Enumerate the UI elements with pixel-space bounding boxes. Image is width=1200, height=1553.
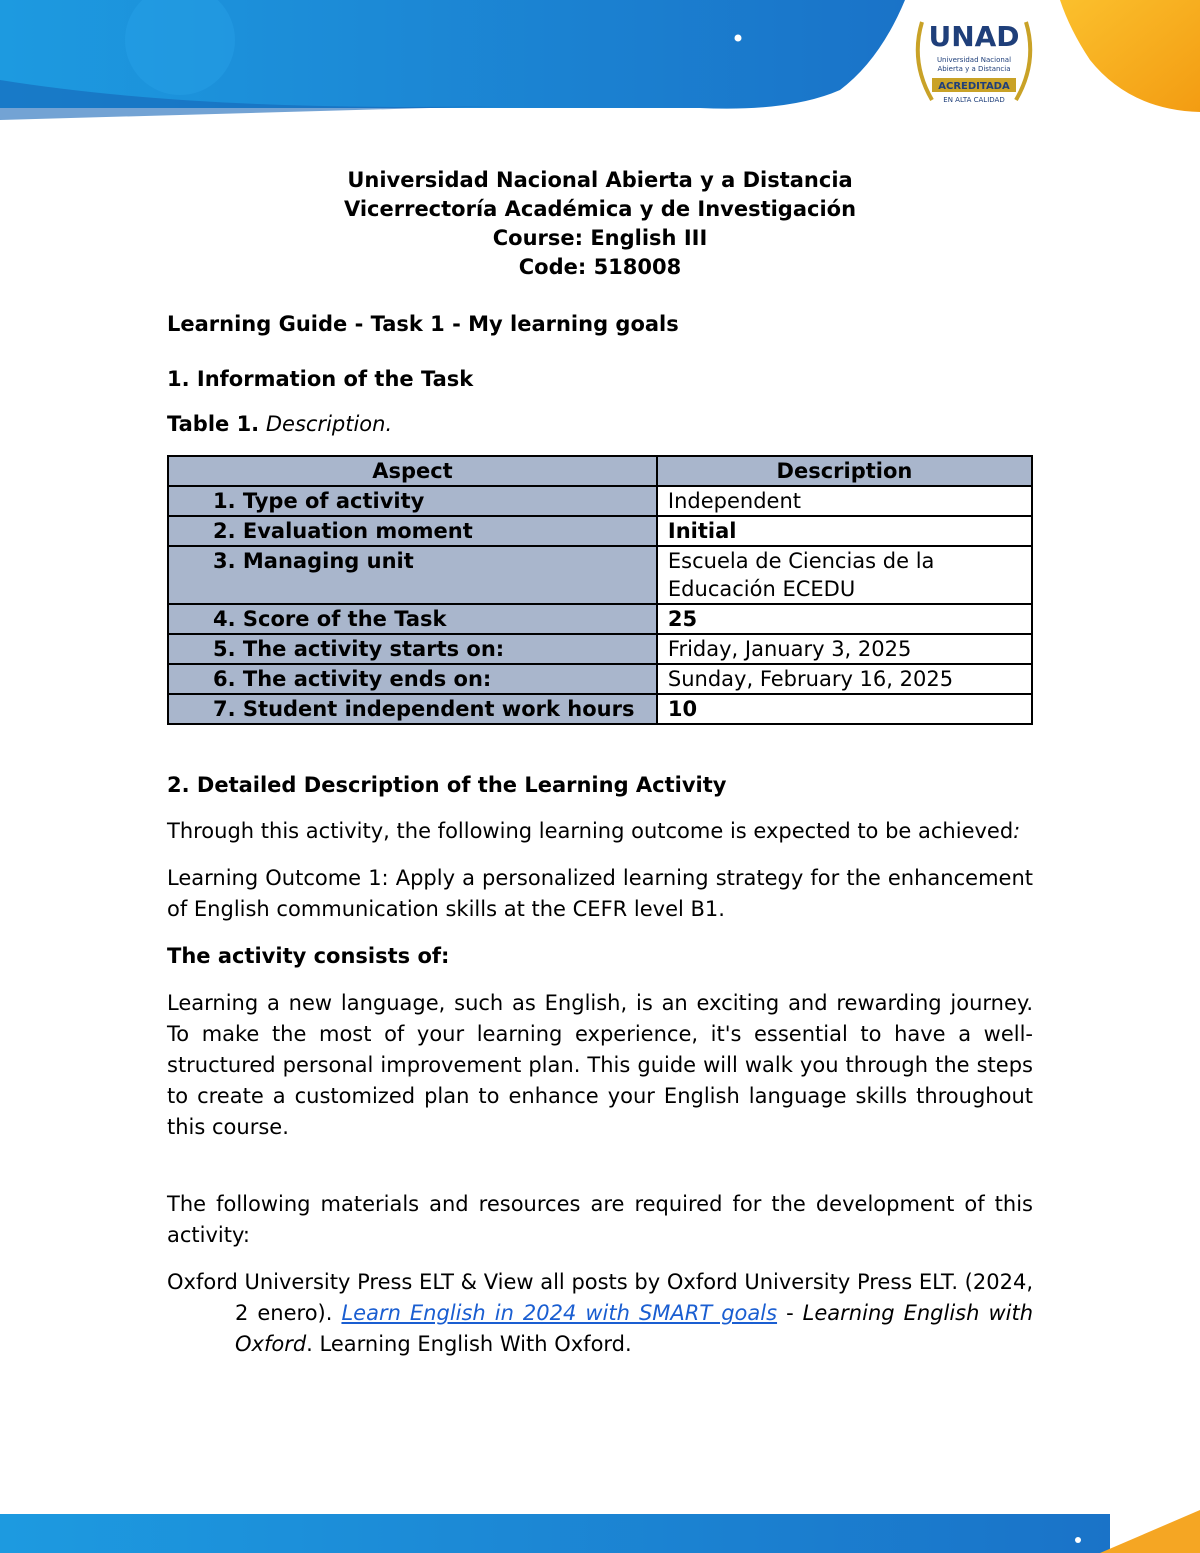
table-row: [168, 694, 1032, 724]
section-heading-2: 2. Detailed Description of the Learning Activity: [167, 773, 727, 797]
table-row: [168, 634, 1032, 664]
outcome-intro: Through this activity, the following learning outcome is expected to be achieved:: [167, 819, 1021, 843]
document-body: [167, 166, 1033, 1360]
reference-link[interactable]: Learn English in 2024 with SMART goals: [341, 1301, 778, 1325]
logo-line-2: Abierta y a Distancia: [937, 65, 1011, 73]
column-header-description: Description: [657, 456, 1032, 486]
title-line: Universidad Nacional Abierta y a Distancia: [347, 168, 853, 192]
table-cell-desc: 25: [657, 604, 1032, 634]
logo-badge-sub: EN ALTA CALIDAD: [943, 96, 1005, 104]
title-line: Course: English III: [492, 226, 708, 250]
table-cell-aspect: 4. Score of the Task: [168, 604, 657, 634]
table-cell-aspect: 5. The activity starts on:: [168, 634, 657, 664]
table-cell-desc: Independent: [657, 486, 1032, 516]
table-caption-label: Table 1.: [167, 412, 260, 436]
table-cell-desc: Initial: [657, 516, 1032, 546]
title-line: Code: 518008: [518, 255, 682, 279]
column-header-aspect: Aspect: [168, 456, 657, 486]
table-cell-desc: 10: [657, 694, 1032, 724]
institution-titles: [167, 166, 1033, 282]
table-cell-desc: Escuela de Ciencias de la Educación ECEDU: [657, 546, 1032, 604]
table-caption: [167, 410, 1033, 439]
table-row: [168, 486, 1032, 516]
table-cell-desc: Sunday, February 16, 2025: [657, 664, 1032, 694]
table-row: [168, 516, 1032, 546]
table-row: [168, 664, 1032, 694]
table-cell-aspect: 1. Type of activity: [168, 486, 657, 516]
table-cell-aspect: 6. The activity ends on:: [168, 664, 657, 694]
guide-title: Learning Guide - Task 1 - My learning goals: [167, 312, 679, 336]
task-info-table: [167, 455, 1033, 725]
unad-logo: [908, 12, 1040, 112]
table-row: [168, 546, 1032, 604]
title-line: Vicerrectoría Académica y de Investigación: [343, 197, 857, 221]
consists-heading: The activity consists of:: [167, 944, 450, 968]
consists-paragraph: Learning a new language, such as English, is an exciting and rewarding journey. To make the most of your learning experience, it's essential to have a well-structured personal improvement plan. This guide will walk you through the steps to create a customized plan to enhance your English language skills throughout this course.: [167, 991, 1033, 1139]
table-row: [168, 604, 1032, 634]
learning-outcome: Learning Outcome 1: Apply a personalized learning strategy for the enhancement of English communication skills at the CEFR level B1.: [167, 866, 1033, 921]
logo-badge: ACREDITADA: [938, 81, 1010, 92]
logo-wordmark: UNAD: [928, 20, 1020, 53]
reference-entry: Oxford University Press ELT & View all posts by Oxford University Press ELT. (2024, 2 enero). Learn English in 2024 with SMART goals - Learning English with Oxford. Learning English With Oxford.: [167, 1270, 1034, 1356]
table-cell-aspect: 2. Evaluation moment: [168, 516, 657, 546]
table-cell-desc: Friday, January 3, 2025: [657, 634, 1032, 664]
footer-banner: [0, 1500, 1200, 1553]
table-cell-aspect: 3. Managing unit: [168, 546, 657, 604]
table-caption-text: Description.: [265, 412, 393, 436]
logo-line-1: Universidad Nacional: [936, 56, 1012, 64]
materials-intro: The following materials and resources are required for the development of this activity:: [167, 1192, 1033, 1247]
table-header-row: [168, 456, 1032, 486]
table-cell-aspect: 7. Student independent work hours: [168, 694, 657, 724]
section-heading-1: 1. Information of the Task: [167, 367, 474, 391]
